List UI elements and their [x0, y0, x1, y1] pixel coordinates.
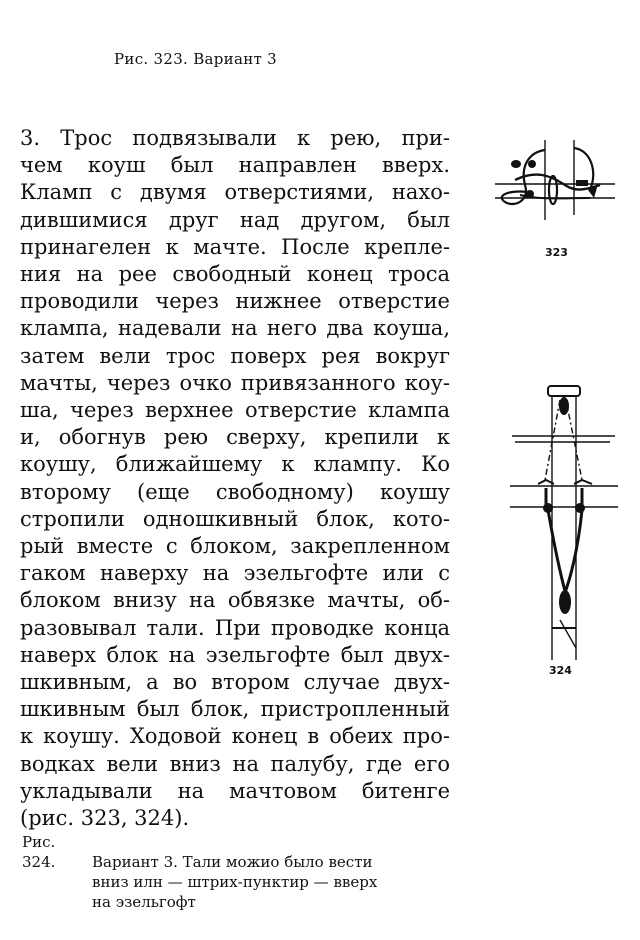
text-line: второму (еще свободному) коушу	[20, 479, 450, 504]
text-line: коушу, ближайшему к клампу. Ко	[20, 452, 450, 477]
text-line: шкивным был блок, пристропленный	[20, 697, 450, 722]
text-line: проводили через нижнее отверстие	[20, 289, 450, 314]
text-line: блоком внизу на обвязке мачты, об-	[20, 588, 450, 613]
text-line: шкивным, а во втором случае двух-	[20, 670, 450, 695]
text-line: затем вели трос поверх рея вокруг	[20, 343, 450, 368]
text-line: наверх блок на эзельгофте был двух-	[20, 642, 450, 667]
caption-line: вниз илн — штрих-пунктир — вверх	[92, 873, 378, 891]
figure-323-number: 323	[545, 246, 568, 259]
text-line: к коушу. Ходовой конец в обеих про-	[20, 724, 450, 749]
figure-324-number: 324	[549, 664, 572, 677]
text-line: мачты, через очко привязанного коу-	[20, 370, 450, 395]
caption-line: на эзельгофт	[92, 893, 196, 911]
text-line: ша, через верхнее отверстие клампа	[20, 398, 450, 423]
text-line: дившимися друг над другом, был	[20, 207, 450, 232]
text-line: и, обогнув рею сверху, крепили к	[20, 425, 450, 450]
caption-line: Вариант 3. Тали можио было вести	[92, 853, 373, 871]
figure-323-illustration	[490, 140, 620, 240]
text-line: клампа, надевали на него два коуша,	[20, 316, 450, 341]
text-line: гаком наверху на эзельгофте или с	[20, 561, 450, 586]
figure-caption-324	[22, 832, 377, 912]
caption-number: Рис. 324.	[22, 833, 56, 871]
text-line: рый вместе с блоком, закрепленном	[20, 534, 450, 559]
body-paragraph	[20, 125, 450, 832]
text-line: 3. Трос подвязывали к рею, при-	[20, 126, 450, 150]
text-line: водках вели вниз на палубу, где его	[20, 751, 450, 776]
text-line: (рис. 323, 324).	[20, 806, 190, 831]
text-line: ния на рее свободный конец троса	[20, 262, 450, 287]
text-line: чем коуш был направлен вверх.	[20, 153, 450, 178]
text-line: принагелен к мачте. После крепле-	[20, 234, 450, 259]
text-line: Кламп с двумя отверстиями, нахо-	[20, 180, 450, 205]
text-line: разовывал тали. При проводке конца	[20, 615, 450, 640]
text-line: стропили одношкивный блок, кото-	[20, 506, 450, 531]
text-line: укладывали на мачтовом битенге	[20, 778, 450, 803]
figure-caption-323: Рис. 323. Вариант 3	[114, 50, 278, 68]
figure-324-illustration	[510, 380, 620, 660]
